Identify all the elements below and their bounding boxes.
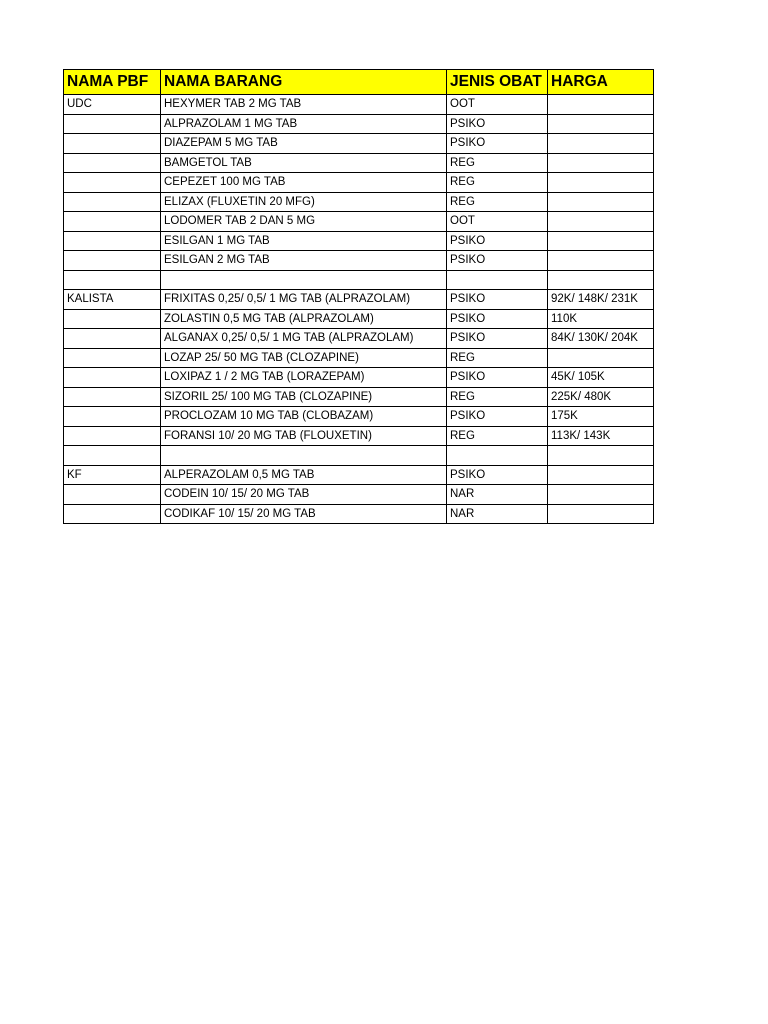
cell-nama-barang — [161, 270, 447, 290]
cell-nama-pbf — [64, 270, 161, 290]
cell-jenis-obat: REG — [447, 192, 548, 212]
header-jenis-obat: JENIS OBAT — [447, 70, 548, 95]
table-row — [64, 251, 654, 271]
cell-jenis-obat: REG — [447, 173, 548, 193]
cell-jenis-obat: OOT — [447, 95, 548, 115]
table-row — [64, 485, 654, 505]
cell-harga — [548, 153, 654, 173]
cell-harga — [548, 504, 654, 524]
cell-nama-barang: DIAZEPAM 5 MG TAB — [161, 134, 447, 154]
cell-harga — [548, 173, 654, 193]
cell-nama-pbf — [64, 212, 161, 232]
cell-harga — [548, 212, 654, 232]
cell-nama-barang: ALPERAZOLAM 0,5 MG TAB — [161, 465, 447, 485]
table-row — [64, 95, 654, 115]
cell-harga — [548, 485, 654, 505]
cell-nama-barang: ZOLASTIN 0,5 MG TAB (ALPRAZOLAM) — [161, 309, 447, 329]
cell-harga: 92K/ 148K/ 231K — [548, 290, 654, 310]
table-row — [64, 329, 654, 349]
table-row — [64, 368, 654, 388]
cell-harga: 45K/ 105K — [548, 368, 654, 388]
cell-nama-barang: ELIZAX (FLUXETIN 20 MFG) — [161, 192, 447, 212]
drug-price-table — [63, 69, 654, 524]
cell-harga — [548, 446, 654, 466]
table-row — [64, 134, 654, 154]
cell-harga: 225K/ 480K — [548, 387, 654, 407]
cell-harga — [548, 251, 654, 271]
cell-harga — [548, 134, 654, 154]
cell-jenis-obat: PSIKO — [447, 251, 548, 271]
table-row — [64, 270, 654, 290]
cell-jenis-obat: PSIKO — [447, 329, 548, 349]
header-nama-barang: NAMA BARANG — [161, 70, 447, 95]
cell-nama-barang: LOXIPAZ 1 / 2 MG TAB (LORAZEPAM) — [161, 368, 447, 388]
cell-nama-pbf — [64, 368, 161, 388]
cell-nama-pbf — [64, 153, 161, 173]
cell-jenis-obat — [447, 446, 548, 466]
cell-harga: 175K — [548, 407, 654, 427]
table-row — [64, 387, 654, 407]
cell-nama-pbf — [64, 114, 161, 134]
header-harga: HARGA — [548, 70, 654, 95]
cell-nama-barang: ALPRAZOLAM 1 MG TAB — [161, 114, 447, 134]
cell-nama-barang: ALGANAX 0,25/ 0,5/ 1 MG TAB (ALPRAZOLAM) — [161, 329, 447, 349]
cell-jenis-obat: OOT — [447, 212, 548, 232]
header-row — [64, 70, 654, 95]
cell-nama-barang: ESILGAN 2 MG TAB — [161, 251, 447, 271]
cell-jenis-obat — [447, 270, 548, 290]
cell-nama-pbf: KALISTA — [64, 290, 161, 310]
cell-nama-barang: FRIXITAS 0,25/ 0,5/ 1 MG TAB (ALPRAZOLAM) — [161, 290, 447, 310]
cell-nama-barang: HEXYMER TAB 2 MG TAB — [161, 95, 447, 115]
cell-nama-pbf — [64, 387, 161, 407]
cell-nama-pbf — [64, 251, 161, 271]
table-row — [64, 153, 654, 173]
table-row — [64, 426, 654, 446]
cell-nama-pbf: UDC — [64, 95, 161, 115]
cell-jenis-obat: PSIKO — [447, 368, 548, 388]
cell-nama-pbf — [64, 134, 161, 154]
table-row — [64, 446, 654, 466]
cell-jenis-obat: PSIKO — [447, 309, 548, 329]
table-row — [64, 407, 654, 427]
cell-jenis-obat: PSIKO — [447, 407, 548, 427]
cell-nama-barang: CODIKAF 10/ 15/ 20 MG TAB — [161, 504, 447, 524]
table-row — [64, 231, 654, 251]
cell-harga — [548, 465, 654, 485]
cell-harga: 113K/ 143K — [548, 426, 654, 446]
cell-jenis-obat: NAR — [447, 504, 548, 524]
cell-jenis-obat: PSIKO — [447, 114, 548, 134]
table-row — [64, 465, 654, 485]
cell-nama-pbf — [64, 426, 161, 446]
table-row — [64, 192, 654, 212]
header-nama-pbf: NAMA PBF — [64, 70, 161, 95]
table-row — [64, 348, 654, 368]
cell-nama-barang: FORANSI 10/ 20 MG TAB (FLOUXETIN) — [161, 426, 447, 446]
cell-nama-pbf — [64, 446, 161, 466]
table-header — [64, 70, 654, 95]
table-row — [64, 309, 654, 329]
cell-nama-pbf — [64, 504, 161, 524]
cell-nama-barang: CEPEZET 100 MG TAB — [161, 173, 447, 193]
cell-jenis-obat: PSIKO — [447, 134, 548, 154]
cell-jenis-obat: REG — [447, 426, 548, 446]
cell-nama-barang: LOZAP 25/ 50 MG TAB (CLOZAPINE) — [161, 348, 447, 368]
cell-nama-pbf — [64, 329, 161, 349]
cell-jenis-obat: PSIKO — [447, 465, 548, 485]
cell-jenis-obat: PSIKO — [447, 231, 548, 251]
cell-harga — [548, 114, 654, 134]
cell-harga — [548, 348, 654, 368]
cell-nama-barang: CODEIN 10/ 15/ 20 MG TAB — [161, 485, 447, 505]
cell-nama-pbf — [64, 192, 161, 212]
cell-nama-pbf — [64, 485, 161, 505]
cell-jenis-obat: PSIKO — [447, 290, 548, 310]
cell-harga — [548, 231, 654, 251]
cell-harga: 84K/ 130K/ 204K — [548, 329, 654, 349]
table-row — [64, 290, 654, 310]
cell-nama-pbf — [64, 231, 161, 251]
table-row — [64, 173, 654, 193]
cell-nama-barang — [161, 446, 447, 466]
table-row — [64, 212, 654, 232]
table-row — [64, 504, 654, 524]
cell-nama-pbf — [64, 348, 161, 368]
cell-nama-pbf — [64, 309, 161, 329]
cell-nama-barang: SIZORIL 25/ 100 MG TAB (CLOZAPINE) — [161, 387, 447, 407]
cell-nama-barang: ESILGAN 1 MG TAB — [161, 231, 447, 251]
cell-nama-barang: LODOMER TAB 2 DAN 5 MG — [161, 212, 447, 232]
cell-nama-pbf — [64, 173, 161, 193]
cell-nama-pbf — [64, 407, 161, 427]
cell-nama-barang: BAMGETOL TAB — [161, 153, 447, 173]
cell-harga — [548, 270, 654, 290]
cell-jenis-obat: NAR — [447, 485, 548, 505]
cell-harga — [548, 192, 654, 212]
cell-harga: 110K — [548, 309, 654, 329]
cell-nama-barang: PROCLOZAM 10 MG TAB (CLOBAZAM) — [161, 407, 447, 427]
cell-harga — [548, 95, 654, 115]
table-body — [64, 95, 654, 524]
table-row — [64, 114, 654, 134]
cell-jenis-obat: REG — [447, 387, 548, 407]
cell-jenis-obat: REG — [447, 153, 548, 173]
cell-nama-pbf: KF — [64, 465, 161, 485]
cell-jenis-obat: REG — [447, 348, 548, 368]
